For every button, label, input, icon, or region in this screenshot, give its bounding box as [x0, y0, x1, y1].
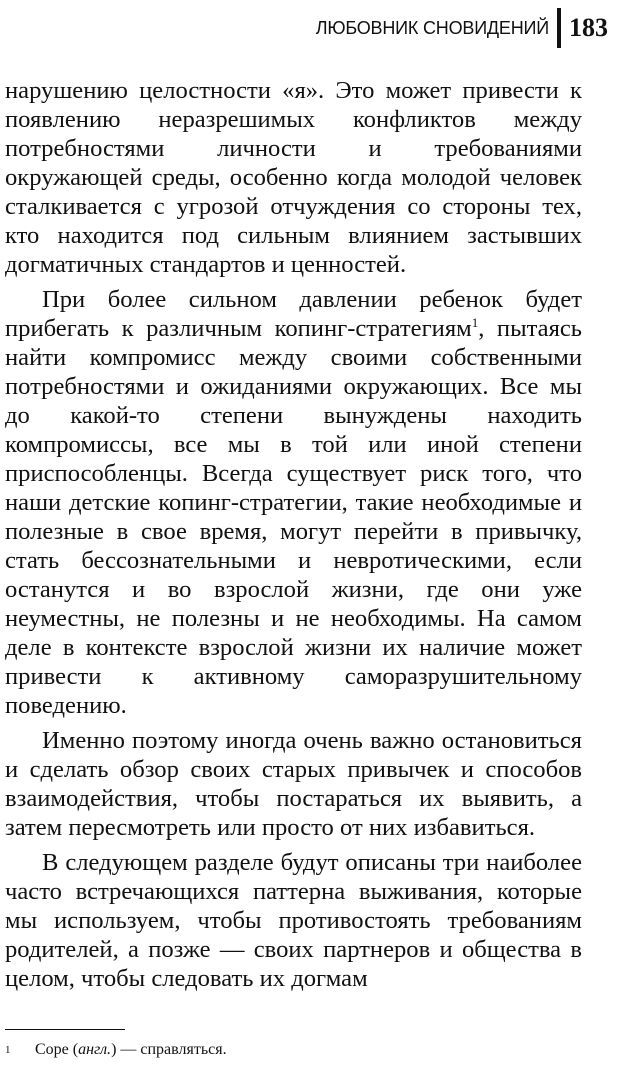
footnote-term: Cope — [35, 1041, 69, 1058]
paragraph-2-start: При более сильном давлении ребенок будет прибегать к различным копинг-стратегиям — [5, 286, 582, 342]
paragraph-3: Именно поэтому иногда очень важно остановиться и сделать обзор своих старых привычек и способов взаимодействия, чтобы постараться их выявить, а затем пересмотреть или просто от них избавиться. — [5, 727, 582, 841]
footnote-divider — [5, 1029, 125, 1030]
page-number: 183 — [569, 13, 608, 42]
paragraph-2 — [5, 285, 582, 720]
paragraph-2-end: , пытаясь найти компромисс между своими собственными потребностями и ожиданиями окружающих. Все мы до какой-то степени вынуждены находить компромиссы, все мы в той или иной степени приспособленцы. Всегда существует риск того, что наши детские копинг-стратегии, такие необходимые и полезные в свое время, могут перейти в привычку, стать бессознательными и невротическими, если останутся и во взрослой жизни, где они уже неуместны, не полезны и не необходимы. На самом деле в контексте взрослой жизни их наличие может привести к активному саморазрушительному поведению. — [5, 315, 583, 719]
page-header — [316, 8, 608, 48]
footnote-definition: — справляться. — [116, 1041, 227, 1058]
footnote-reference: 1 — [471, 314, 479, 330]
footnote: 1 Cope (англ.) — справляться. — [5, 1041, 227, 1058]
paragraph-4: В следующем разделе будут описаны три наиболее часто встречающихся паттерна выживания, которые мы используем, чтобы противостоять требованиям родителей, а позже — своих партнеров и общества в целом, чтобы следовать их догмам — [5, 849, 582, 992]
footnote-language: англ. — [78, 1041, 112, 1058]
running-title: ЛЮБОВНИК СНОВИДЕНИЙ — [315, 17, 549, 38]
header-divider — [557, 8, 561, 48]
footnote-mark: 1 — [5, 1044, 11, 1056]
paragraph-1: нарушению целостности «я». Это может привести к появлению неразрешимых конфликтов между потребностями личности и требованиями окружающей среды, особенно когда молодой человек сталкивается с угрозой отчуждения со стороны тех, кто находится под сильным влиянием застывших догматичных стандартов и ценностей. — [5, 77, 582, 278]
body-text — [5, 76, 582, 999]
